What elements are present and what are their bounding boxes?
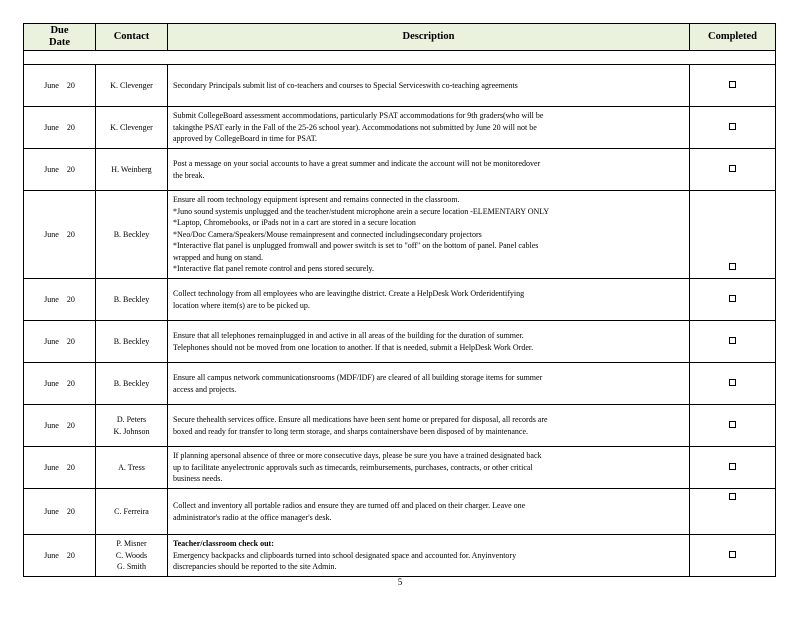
description-cell — [168, 107, 690, 149]
due-date-cell: June 20 — [24, 65, 96, 107]
description-line: administrator's radio at the office manager's desk. — [173, 512, 332, 522]
contact-name: A. Tress — [118, 462, 145, 472]
completed-cell — [690, 65, 776, 107]
due-date-cell: June 20 — [24, 535, 96, 577]
table-row — [24, 447, 776, 489]
completed-cell — [690, 363, 776, 405]
due-date-cell: June 20 — [24, 149, 96, 191]
description-line: Submit CollegeBoard assessment accommodations, particularly PSAT accommodations for 9th graders(who will be — [173, 111, 544, 121]
description-line: *Laptop, Chromebooks, or iPads not in a cart are stored in a secure location — [173, 218, 416, 228]
completed-cell — [690, 149, 776, 191]
contact-name: C. Ferreira — [114, 506, 149, 516]
description-line: business needs. — [173, 474, 223, 484]
description-line: up to facilitate anyelectronic approvals such as timecards, reimbursements, purchases, contracts, or other critical — [173, 462, 533, 472]
table-row — [24, 107, 776, 149]
completed-cell — [690, 321, 776, 363]
contact-name: B. Beckley — [113, 336, 150, 346]
description-line: Collect technology from all employees who are leavingthe district. Create a HelpDesk Work Orderidentifying — [173, 289, 525, 298]
completed-checkbox[interactable] — [729, 123, 736, 130]
description-line: Telephones should not be moved from one location to another. If that is needed, submit a HelpDesk Work Order. — [173, 342, 534, 352]
contact-name: K. Clevenger — [110, 122, 153, 132]
description-cell — [168, 321, 690, 363]
contact-cell — [96, 191, 168, 279]
spacer-cell — [24, 51, 96, 65]
completed-checkbox[interactable] — [729, 421, 736, 428]
completed-checkbox[interactable] — [729, 379, 736, 386]
description-line: Ensure that all telephones remainplugged in and active in all areas of the building for the duration of summer. — [173, 331, 524, 340]
completed-cell — [690, 405, 776, 447]
contact-cell — [96, 535, 168, 577]
due-date-cell: June 20 — [24, 107, 96, 149]
table-row — [24, 65, 776, 107]
contact-cell — [96, 363, 168, 405]
table-row — [24, 405, 776, 447]
description-line: Emergency backpacks and clipboards turned into school designated space and accounted for. Anyinventory — [173, 550, 517, 560]
completed-cell — [690, 279, 776, 321]
contact-name: H. Weinberg — [111, 164, 152, 174]
contact-name: B. Beckley — [113, 378, 150, 388]
description-line: Secure thehealth services office. Ensure all medications have been sent home or prepared for disposal, all records are — [173, 415, 548, 424]
completed-checkbox[interactable] — [729, 165, 736, 172]
description-line: Ensure all campus network communicationsrooms (MDF/IDF) are cleared of all building storage items for summer — [173, 373, 543, 382]
description-line: Secondary Principals submit list of co-teachers and courses to Special Serviceswith co-teaching agreements — [173, 80, 518, 90]
table-row — [24, 279, 776, 321]
description-line: Ensure all room technology equipment ispresent and remains connected in the classroom. — [173, 195, 460, 205]
description-line: *Interactive flat panel is unplugged fromwall and power switch is set to "off" on the bottom of panel. Panel cables — [173, 241, 539, 251]
completed-checkbox[interactable] — [729, 295, 736, 302]
description-line: access and projects. — [173, 384, 237, 394]
spacer-cell — [96, 51, 168, 65]
contact-name: B. Beckley — [113, 229, 150, 239]
header-due-date — [24, 24, 96, 51]
due-date-cell: June 20 — [24, 279, 96, 321]
completed-cell — [690, 535, 776, 577]
description-line: If planning apersonal absence of three or more consecutive days, please be sure you have a trained designated back — [173, 451, 542, 461]
contact-name: P. Misner — [116, 539, 147, 549]
due-date-cell: June 20 — [24, 321, 96, 363]
contact-name: G. Smith — [117, 562, 146, 572]
description-line: Collect and inventory all portable radios and ensure they are turned off and placed on their charger. Leave one — [173, 501, 526, 510]
contact-name: K. Johnson — [113, 426, 150, 436]
table-row — [24, 489, 776, 535]
contact-cell — [96, 149, 168, 191]
description-cell — [168, 363, 690, 405]
description-line: *Neo/Doc Camera/Speakers/Mouse remainpresent and connected includingsecondary projectors — [173, 229, 482, 239]
description-cell — [168, 535, 690, 577]
completed-checkbox[interactable] — [729, 551, 736, 558]
header-description: Description — [168, 24, 690, 51]
description-cell — [168, 149, 690, 191]
header-completed: Completed — [690, 24, 776, 51]
completed-cell — [690, 107, 776, 149]
description-line: *Juno sound systemis unplugged and the teacher/student microphone arein a secure location -ELEMENTARY ONLY — [173, 206, 550, 216]
table-row — [24, 321, 776, 363]
description-cell — [168, 489, 690, 535]
contact-cell — [96, 447, 168, 489]
table-row — [24, 535, 776, 577]
description-cell — [168, 191, 690, 279]
contact-cell — [96, 405, 168, 447]
header-due-date-line2: Date — [49, 37, 70, 48]
contact-name: D. Peters — [116, 415, 147, 424]
contact-cell — [96, 321, 168, 363]
header-contact: Contact — [96, 24, 168, 51]
description-line: *Interactive flat panel remote control and pens stored securely. — [173, 264, 374, 274]
completed-checkbox[interactable] — [729, 337, 736, 344]
due-date-cell: June 20 — [24, 447, 96, 489]
description-line: boxed and ready for transfer to long term storage, and sharps containershave been disposed of by maintenance. — [173, 426, 528, 436]
due-date-cell: June 20 — [24, 489, 96, 535]
description-line: wrapped and hung on stand. — [173, 252, 263, 262]
table-row — [24, 191, 776, 279]
header-due-date-line1: Due — [50, 25, 69, 36]
contact-cell — [96, 107, 168, 149]
completed-cell — [690, 447, 776, 489]
completed-checkbox[interactable] — [729, 263, 736, 270]
contact-cell — [96, 65, 168, 107]
completed-cell — [690, 489, 776, 535]
contact-cell — [96, 279, 168, 321]
contact-cell — [96, 489, 168, 535]
checklist-table — [23, 23, 776, 577]
description-line: Post a message on your social accounts to have a great summer and indicate the account will not be monitoredover — [173, 159, 541, 168]
completed-cell — [690, 191, 776, 279]
description-cell — [168, 65, 690, 107]
description-line: discrepancies should be reported to the site Admin. — [173, 562, 337, 572]
completed-checkbox[interactable] — [729, 493, 736, 500]
spacer-cell — [690, 51, 776, 65]
due-date-cell: June 20 — [24, 405, 96, 447]
description-line: approved by CollegeBoard in time for PSAT. — [173, 134, 318, 144]
description-heading: Teacher/classroom check out: — [173, 539, 274, 549]
page-number: 5 — [397, 577, 403, 587]
spacer-cell — [168, 51, 690, 65]
spacer-row — [24, 51, 776, 65]
description-line: location where item(s) are to be picked up. — [173, 300, 310, 310]
due-date-cell: June 20 — [24, 191, 96, 279]
contact-name: K. Clevenger — [110, 80, 153, 90]
contact-name: B. Beckley — [113, 294, 150, 304]
due-date-cell: June 20 — [24, 363, 96, 405]
table-row — [24, 149, 776, 191]
description-line: takingthe PSAT early in the Fall of the 25-26 school year). Accommodations not submitted by June 20 will not be — [173, 122, 537, 132]
table-row — [24, 363, 776, 405]
completed-checkbox[interactable] — [729, 81, 736, 88]
description-line: the break. — [173, 170, 205, 180]
description-cell — [168, 279, 690, 321]
description-cell — [168, 447, 690, 489]
table-header-row — [24, 24, 776, 51]
contact-name: C. Woods — [115, 550, 148, 560]
completed-checkbox[interactable] — [729, 463, 736, 470]
description-cell — [168, 405, 690, 447]
